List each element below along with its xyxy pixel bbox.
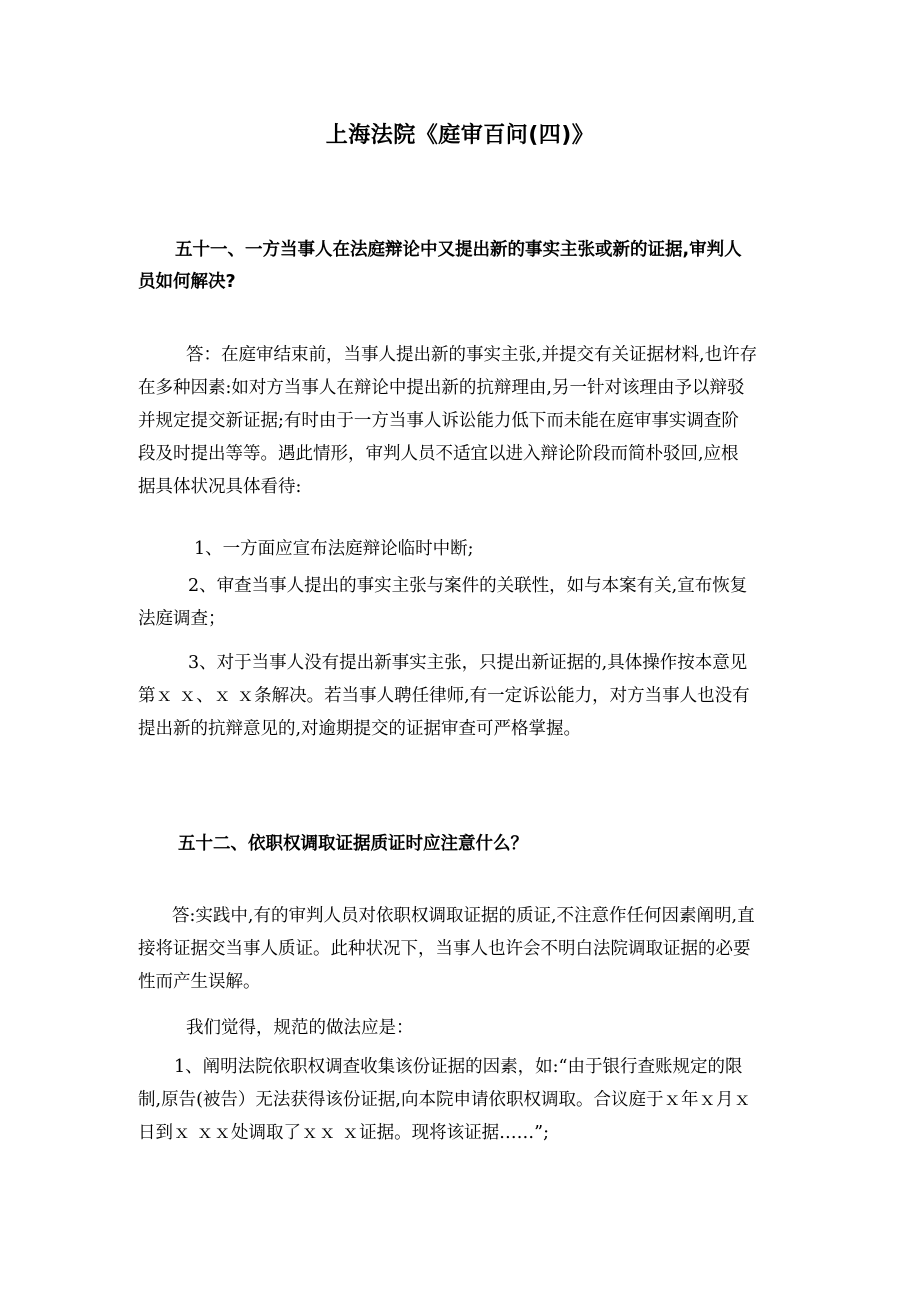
answer-51-item-3-line-1: 3、对于当事人没有提出新事实主张，只提出新证据的,具体操作按本意见 bbox=[188, 653, 748, 673]
answer-51-item-1-line-1: 1、一方面应宣布法庭辩论临时中断; bbox=[194, 539, 474, 559]
question-52-line-1: 五十二、依职权调取证据质证时应注意什么？ bbox=[178, 834, 528, 854]
answer-51-item-3 bbox=[138, 647, 788, 746]
answer-52-item-1-line-2: 制,原告(被告）无法获得该份证据,向本院申请依职权调取。合议庭于ｘ年ｘ月ｘ bbox=[138, 1090, 751, 1110]
answer-51-line-5: 据具体状况具体看待: bbox=[138, 477, 302, 497]
question-52 bbox=[138, 828, 788, 860]
question-51-line-2: 员如何解决? bbox=[138, 272, 236, 292]
answer-51-item-3-line-2: 第ｘ ｘ、ｘ ｘ条解决。若当事人聘任律师,有一定诉讼能力，对方当事人也没有 bbox=[138, 686, 750, 706]
answer-51-item-1 bbox=[138, 533, 788, 566]
answer-52-item-1-line-1: 1、阐明法院依职权调查收集该份证据的因素，如:“由于银行查账规定的限 bbox=[174, 1057, 743, 1077]
answer-52-item-1-line-3: 日到ｘ ｘｘ处调取了ｘｘ ｘ证据。现将该证据……”; bbox=[138, 1123, 549, 1143]
question-51 bbox=[138, 234, 788, 298]
answer-52 bbox=[138, 900, 788, 999]
answer-51-item-2-line-2: 法庭调查； bbox=[138, 609, 226, 629]
answer-52-line-3: 性而产生误解。 bbox=[138, 972, 261, 992]
answer-51-line-3: 并规定提交新证据;有时由于一方当事人诉讼能力低下而未能在庭审事实调查阶 bbox=[138, 411, 739, 431]
answer-51-line-1: 答：在庭审结束前，当事人提出新的事实主张,并提交有关证据材料,也许存 bbox=[186, 345, 758, 365]
question-51-line-1: 五十一、一方当事人在法庭辩论中又提出新的事实主张或新的证据,审判人 bbox=[175, 240, 742, 260]
answer-51 bbox=[138, 339, 788, 504]
answer-52-item-1 bbox=[138, 1051, 788, 1150]
answer-51-line-4: 段及时提出等等。遇此情形，审判人员不适宜以进入辩论阶段而简朴驳回,应根 bbox=[138, 444, 739, 464]
answer-51-item-2-line-1: 2、审查当事人提出的事实主张与案件的关联性，如与本案有关,宣布恢复 bbox=[188, 576, 748, 596]
answer-51-item-2 bbox=[138, 570, 788, 636]
answer-51-line-2: 在多种因素:如对方当事人在辩论中提出新的抗辩理由,另一针对该理由予以辩驳 bbox=[138, 378, 745, 398]
answer-52-line-1: 答:实践中,有的审判人员对依职权调取证据的质证,不注意作任何因素阐明,直 bbox=[172, 906, 755, 926]
answer-52-opinion bbox=[138, 1012, 788, 1045]
answer-52-line-2: 接将证据交当事人质证。此种状况下，当事人也许会不明白法院调取证据的必要 bbox=[138, 939, 751, 959]
answer-51-item-3-line-3: 提出新的抗辩意见的,对逾期提交的证据审查可严格掌握。 bbox=[138, 719, 582, 739]
answer-52-opinion-line-1: 我们觉得，规范的做法应是： bbox=[186, 1018, 414, 1038]
document-title: 上海法院《庭审百问(四)》 bbox=[325, 123, 595, 148]
